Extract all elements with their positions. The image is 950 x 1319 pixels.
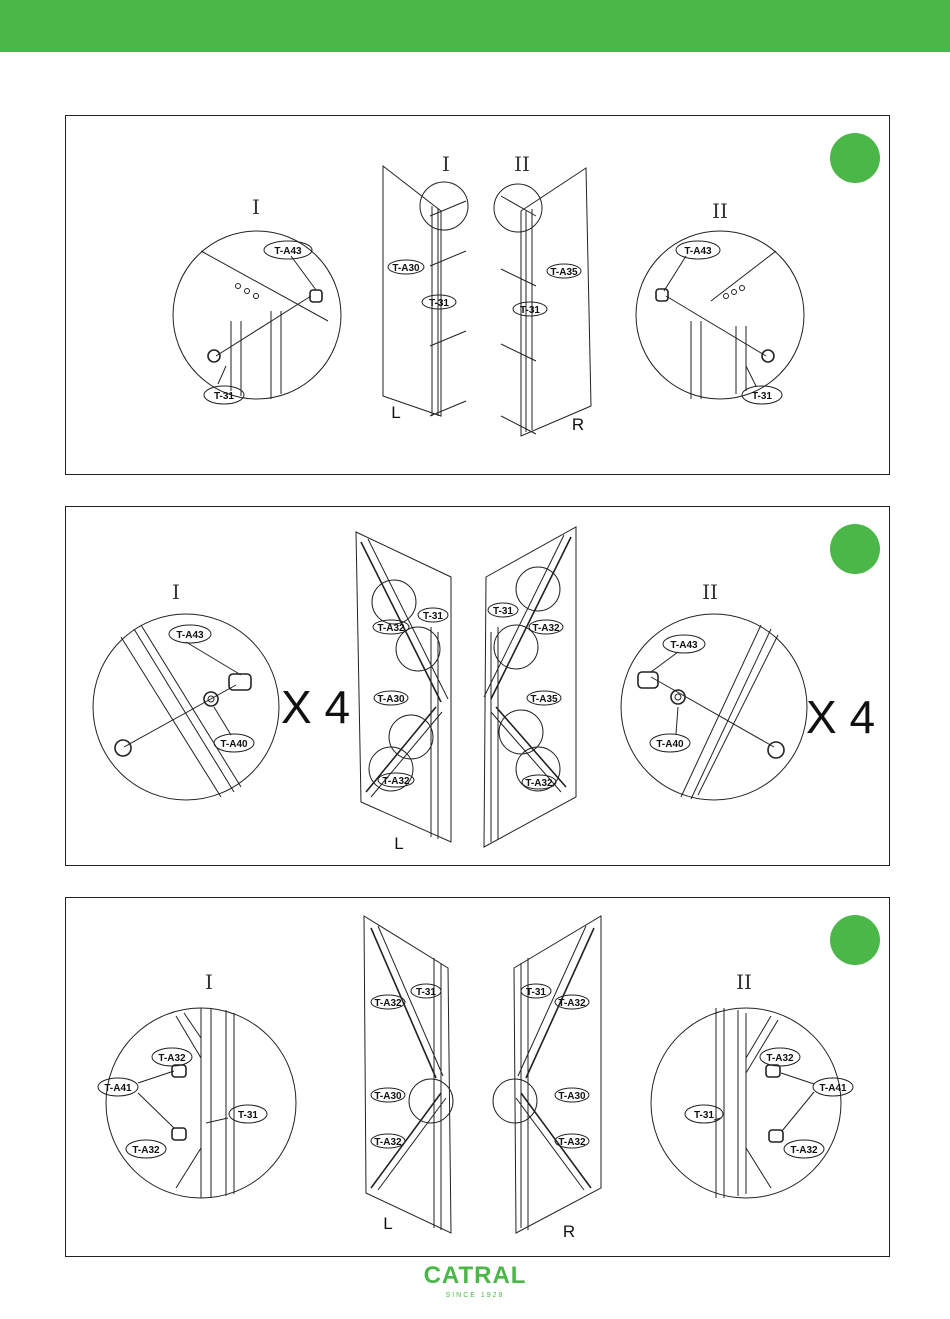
part-label: T-A35 xyxy=(530,694,558,705)
roman-left: I xyxy=(252,195,260,219)
part-label: T-A32 xyxy=(766,1053,794,1064)
part-label: T-A32 xyxy=(158,1053,186,1064)
part-label: T-A32 xyxy=(558,1137,586,1148)
roman-left: I xyxy=(172,580,180,604)
part-label: T-A32 xyxy=(377,623,405,634)
part-label: T-A32 xyxy=(132,1145,160,1156)
multiplier-left: X 4 xyxy=(281,681,351,733)
part-label: T-31 xyxy=(492,606,514,617)
part-label: T-A35 xyxy=(550,267,578,278)
step-1-diagram xyxy=(66,116,891,476)
brand-tagline: SINCE 1928 xyxy=(445,1292,505,1299)
roman-right: II xyxy=(702,580,718,604)
part-label: T-A30 xyxy=(377,694,405,705)
part-label: T-A32 xyxy=(374,1137,402,1148)
door-panel-right xyxy=(494,152,591,436)
detail-circle-right xyxy=(636,199,804,404)
part-label: T-31 xyxy=(525,987,547,998)
part-label: T-31 xyxy=(237,1110,259,1121)
part-label: T-A32 xyxy=(790,1145,818,1156)
detail-circle-right xyxy=(621,580,875,800)
part-label: T-31 xyxy=(519,305,541,316)
detail-circle-left xyxy=(173,195,341,404)
detail-circle-right xyxy=(651,970,853,1198)
roman-left: I xyxy=(205,970,213,994)
part-label: T-31 xyxy=(415,987,437,998)
part-label: T-A40 xyxy=(656,739,684,750)
part-label: T-A32 xyxy=(558,998,586,1009)
door-panel-right xyxy=(484,527,576,847)
part-label: T-A41 xyxy=(819,1083,847,1094)
brand-logo: CATRAL xyxy=(423,1262,527,1289)
part-label: T-A32 xyxy=(525,778,553,789)
step-2-diagram xyxy=(66,507,891,867)
part-label: T-A43 xyxy=(684,246,712,257)
part-label: T-A43 xyxy=(176,630,204,641)
step-panel-3 xyxy=(65,897,890,1257)
side-label: R xyxy=(562,1222,576,1241)
part-label: T-31 xyxy=(693,1110,715,1121)
header-bar xyxy=(0,0,950,52)
footer-logo xyxy=(0,1262,950,1299)
part-label: T-A32 xyxy=(382,776,410,787)
part-label: T-A30 xyxy=(374,1091,402,1102)
step-panel-2 xyxy=(65,506,890,866)
roman-top-2: II xyxy=(514,152,530,176)
part-label: T-31 xyxy=(213,391,235,402)
part-label: T-31 xyxy=(751,391,773,402)
part-label: T-A30 xyxy=(558,1091,586,1102)
roman-right: II xyxy=(712,199,728,223)
part-label: T-A40 xyxy=(220,739,248,750)
door-panel-left xyxy=(364,916,453,1233)
step-3-diagram xyxy=(66,898,891,1258)
door-panel-left xyxy=(356,532,451,853)
roman-right: II xyxy=(736,970,752,994)
part-label: T-A43 xyxy=(670,640,698,651)
detail-circle-left xyxy=(98,970,296,1198)
part-label: T-A32 xyxy=(532,623,560,634)
step-panel-1 xyxy=(65,115,890,475)
side-label: L xyxy=(383,1214,393,1233)
side-label: R xyxy=(571,415,585,434)
part-label: T-31 xyxy=(428,298,450,309)
door-panel-right xyxy=(493,916,601,1241)
side-label: L xyxy=(394,834,404,853)
part-label: T-A32 xyxy=(374,998,402,1009)
multiplier-right: X 4 xyxy=(806,691,876,743)
part-label: T-A41 xyxy=(104,1083,132,1094)
part-label: T-A30 xyxy=(392,263,420,274)
part-label: T-31 xyxy=(422,611,444,622)
part-label: T-A43 xyxy=(274,246,302,257)
door-panel-left xyxy=(383,152,468,422)
side-label: L xyxy=(391,403,401,422)
detail-circle-left xyxy=(93,580,350,800)
roman-top-1: I xyxy=(442,152,450,176)
